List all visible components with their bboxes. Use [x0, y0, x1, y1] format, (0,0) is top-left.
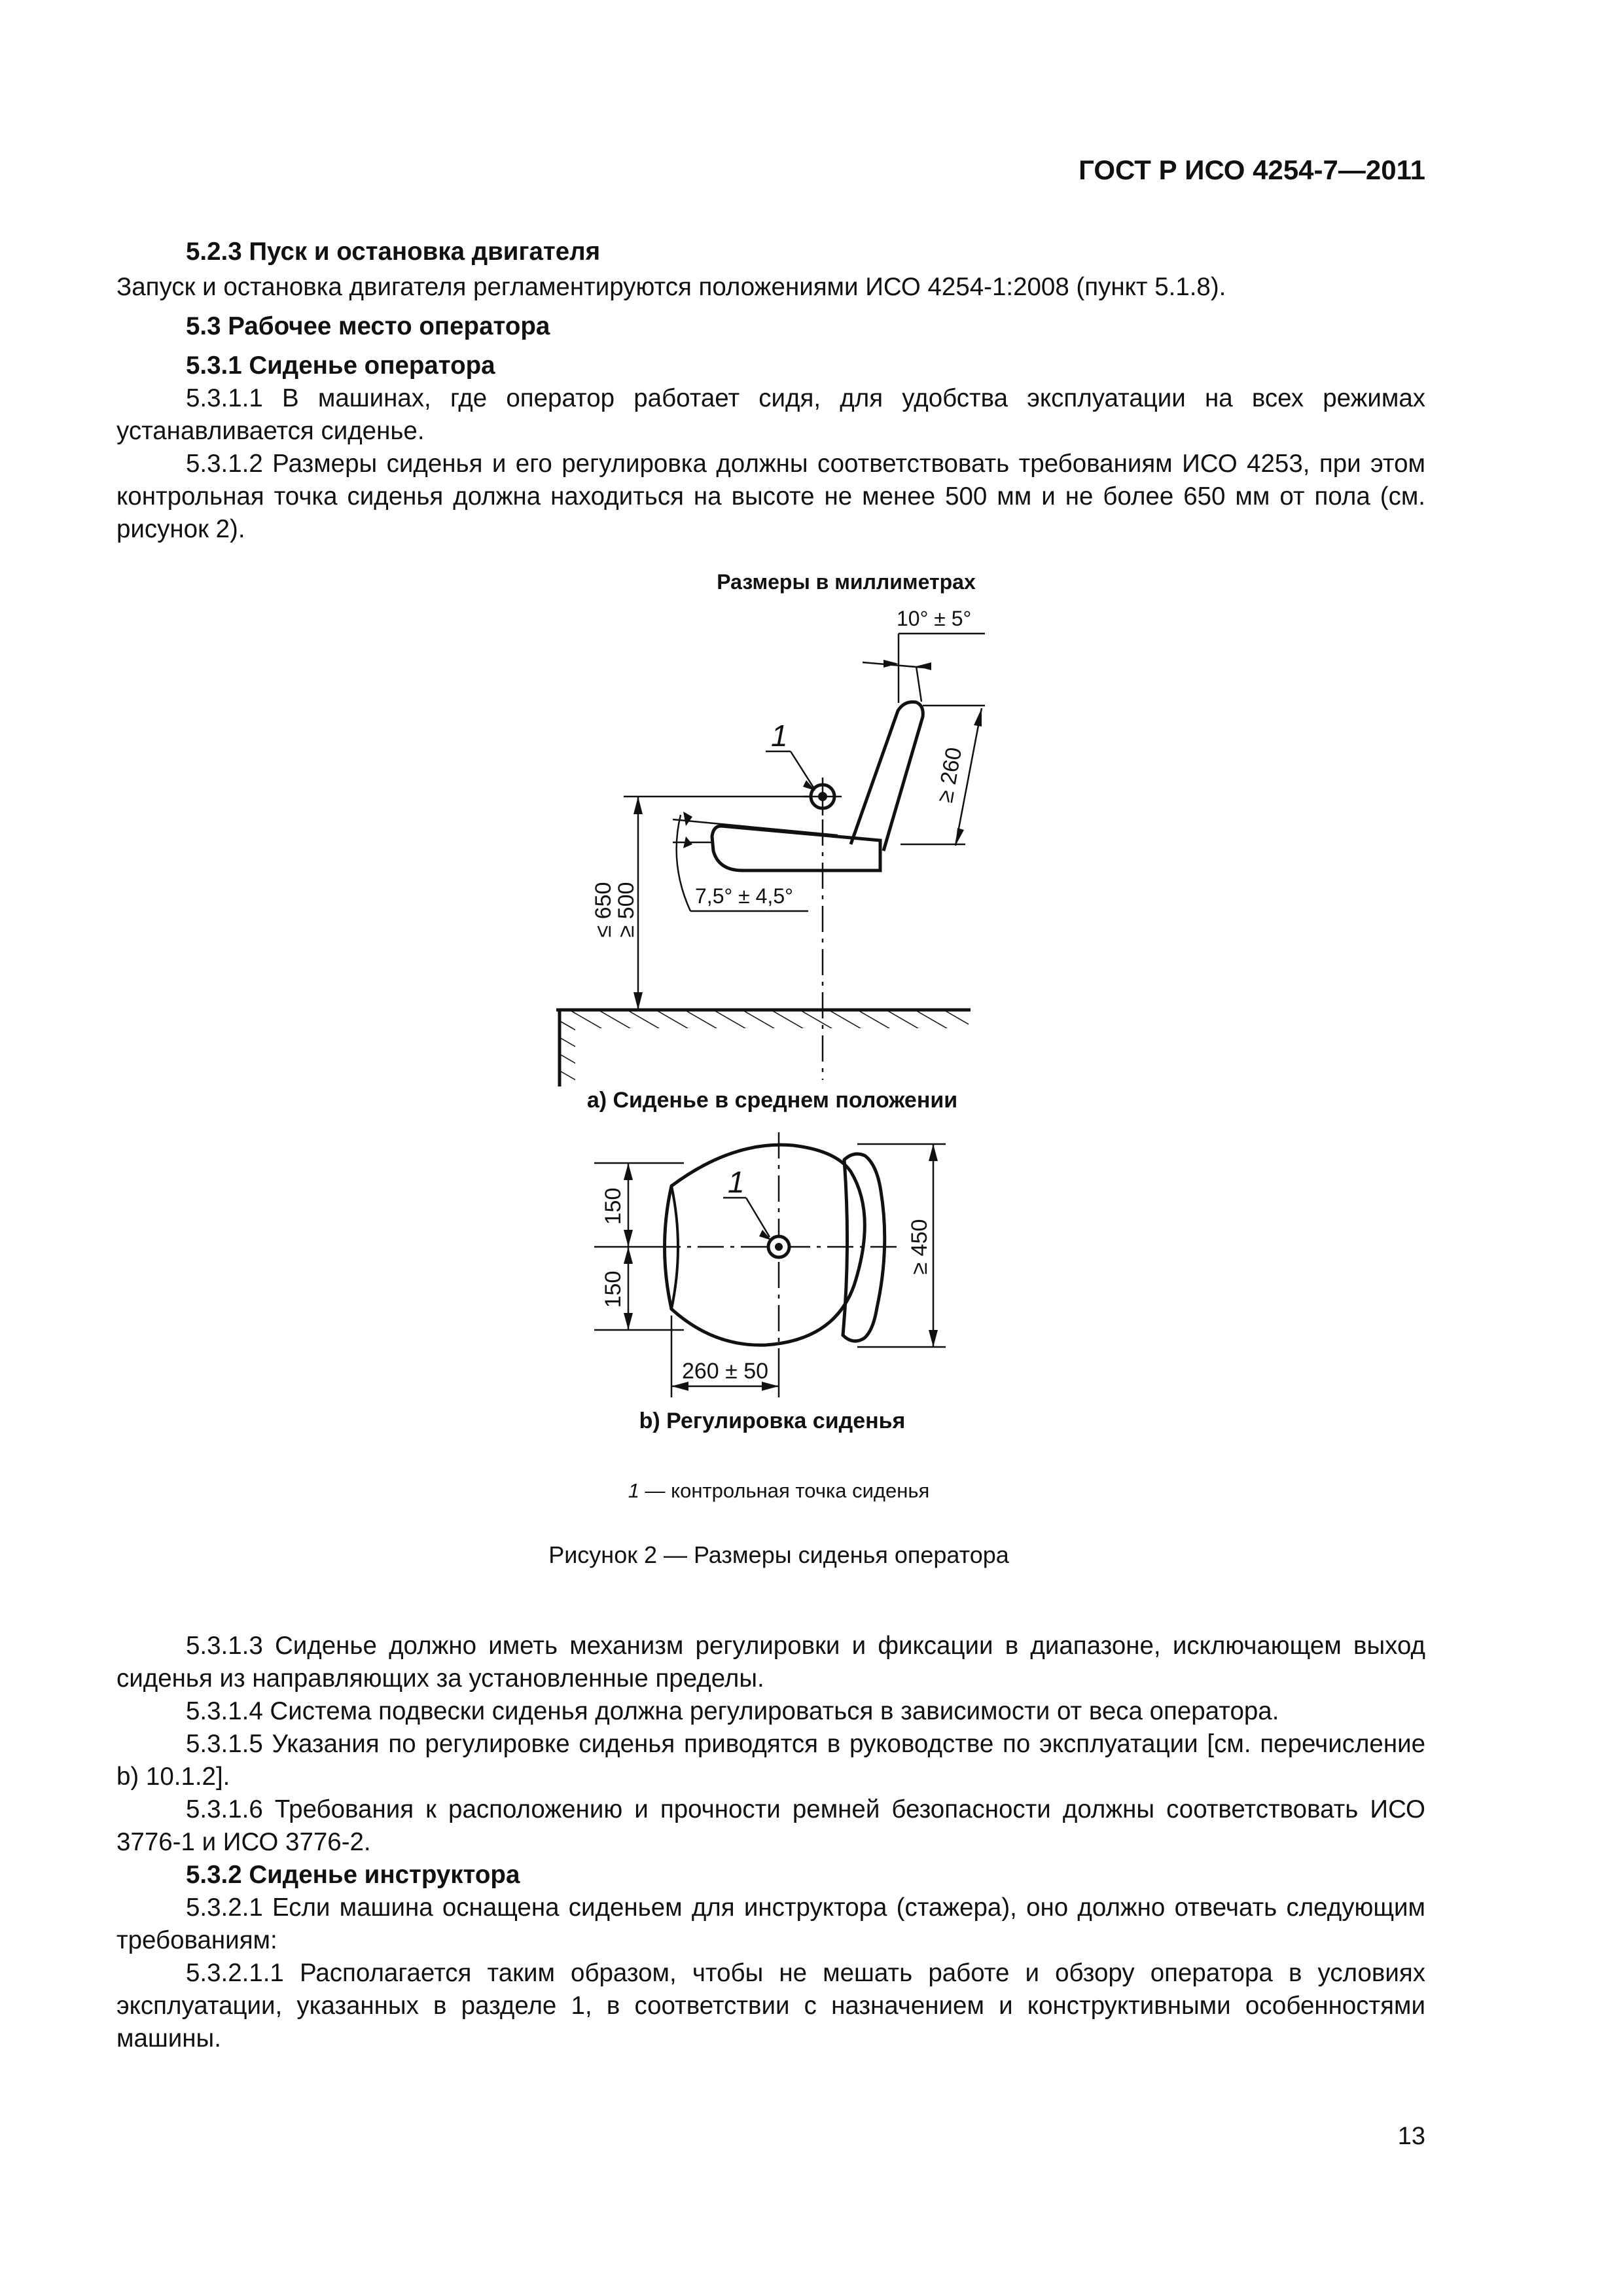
heading-5-3-2: 5.3.2 Сиденье инструктора [186, 1861, 520, 1889]
heading-5-3-1: 5.3.1 Сиденье оператора [186, 351, 495, 380]
dim-150-bottom: 150 [601, 1270, 626, 1308]
paragraph-5-3-1-5: 5.3.1.5 Указания по регулировке сиденья приводятся в руководстве по эксплуатации [см. перечисление b) 10.1.2]. [116, 1730, 1425, 1791]
paragraph-5-3-1-6: 5.3.1.6 Требования к расположению и прочности ремней безопасности должны соответствовать ИСО 3776-1 и ИСО 3776-2. [116, 1795, 1425, 1856]
heading-5-2-3: 5.2.3 Пуск и остановка двигателя [186, 238, 601, 266]
wall-hatch [561, 1011, 575, 1086]
seat-angle-ref-line [673, 819, 838, 835]
caption-b: b) Регулировка сиденья [639, 1408, 906, 1433]
back-angle-label: 10° ± 5° [897, 607, 972, 630]
cushion-top-outline [665, 1145, 865, 1345]
paragraph-5-3-1-2: 5.3.1.2 Размеры сиденья и его регулировка должны соответствовать требованиям ИСО 4253, при этом контрольная точка сиденья должна находиться на высоте не менее 500 мм и не более 650 мм от пола (см. рисунок 2). [116, 450, 1425, 543]
paragraph-5-3-2-1-1: 5.3.2.1.1 Располагается таким образом, чтобы не мешать работе и обзору оператора в условиях эксплуатации, указанных в разделе 1, в соответствии с назначением и конструктивными особенностями машины. [116, 1959, 1425, 2053]
seat-backrest [851, 702, 923, 851]
document-header: ГОСТ Р ИСО 4254-7—2011 [1079, 154, 1425, 185]
height-min-label: ≥ 500 [614, 882, 639, 938]
dim-150-top: 150 [601, 1187, 626, 1225]
paragraph-5-3-1-3: 5.3.1.3 Сиденье должно иметь механизм регулировки и фиксации в диапазоне, исключающем выход сиденья из направляющих за установленные пределы. [116, 1632, 1425, 1693]
back-height-label: ≥ 260 [933, 745, 967, 805]
view-b-top-seat [594, 1132, 946, 1397]
heading-5-3: 5.3 Рабочее место оператора [186, 312, 550, 340]
ref-mark-b: 1 [728, 1165, 745, 1199]
paragraph-engine-start: Запуск и остановка двигателя регламентируются положениями ИСО 4254-1:2008 (пункт 5.1.8). [116, 273, 1226, 301]
adjust-label: 260 ± 50 [681, 1359, 769, 1384]
paragraph-5-3-2-1: 5.3.2.1 Если машина оснащена сиденьем для инструктора (стажера), оно должно отвечать следующим требованиям: [116, 1893, 1425, 1954]
seat-angle-label: 7,5° ± 4,5° [695, 884, 793, 908]
units-note: Размеры в миллиметрах [717, 570, 976, 594]
width-label: ≥ 450 [907, 1219, 932, 1275]
ref-mark-a: 1 [771, 719, 788, 753]
view-a-side-seat [556, 607, 985, 1086]
page-number: 13 [1397, 2123, 1425, 2150]
figure-legend [628, 1479, 930, 1502]
floor-hatch [560, 1011, 969, 1028]
caption-a: a) Сиденье в среднем положении [586, 1088, 958, 1113]
height-max-label: ≤ 650 [591, 882, 616, 938]
legend-number: 1 [628, 1479, 639, 1502]
figure-title: Рисунок 2 — Размеры сиденья оператора [548, 1541, 1009, 1568]
paragraph-5-3-1-4: 5.3.1.4 Система подвески сиденья должна регулироваться в зависимости от веса оператора. [186, 1697, 1279, 1725]
paragraph-5-3-1-1: 5.3.1.1 В машинах, где оператор работает сидя, для удобства эксплуатации на всех режимах устанавливается сиденье. [116, 384, 1425, 445]
lower-text-block [116, 1630, 1425, 2055]
legend-text: — контрольная точка сиденья [639, 1479, 930, 1502]
